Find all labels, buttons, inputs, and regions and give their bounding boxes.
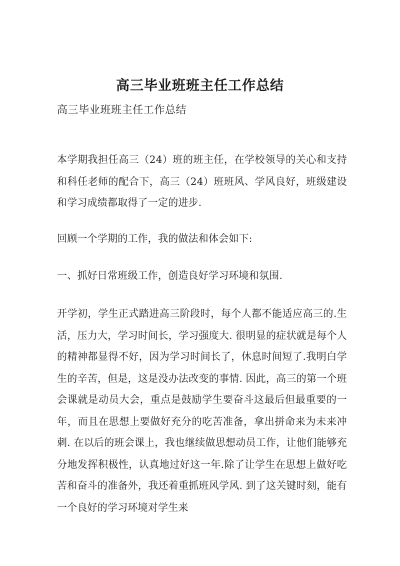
- document-subtitle: 高三毕业班班主任工作总结: [57, 104, 187, 116]
- document-title: 高三毕业班班主任工作总结: [116, 78, 284, 94]
- section-heading-one: 一、抓好日常班级工作，创造良好学习环境和氛围.: [57, 271, 283, 282]
- paragraph-body: 开学初，学生正式踏进高三阶段时，每个人都不能适应高三的.生活，压力大，学习时间长，学习强度大. 很明显的症状就是每个人的精神都显得不好，因为学习时间长了，休息时间短了.我明白学生的辛苦，但是，这是没办法改变的事情. 因此，高三的第一个班会课就是动员大会，重点是鼓励学生要奋斗这最后但最重要的一年，而且在思想上要做好充分的吃苦准备，拿出拼命来为未来冲刺. 在以后的班会课上，我也继续做思想动员工作，让他们能够充分地发挥积极性，认真地过好这一年.除了让学生在思想上做好吃苦和奋斗的准备外，我还着重抓班风学风. 到了这关键时刻，能有一个良好的学习环境对学生来: [57, 309, 347, 514]
- paragraph-intro: 本学期我担任高三（24）班的班主任，在学校领导的关心和支持和科任老师的配合下，高三（24）班班风、学风良好，班级建设和学习成绩都取得了一定的进步.: [57, 155, 347, 209]
- paragraph-review: 回顾一个学期的工作，我的做法和体会如下:: [57, 234, 253, 245]
